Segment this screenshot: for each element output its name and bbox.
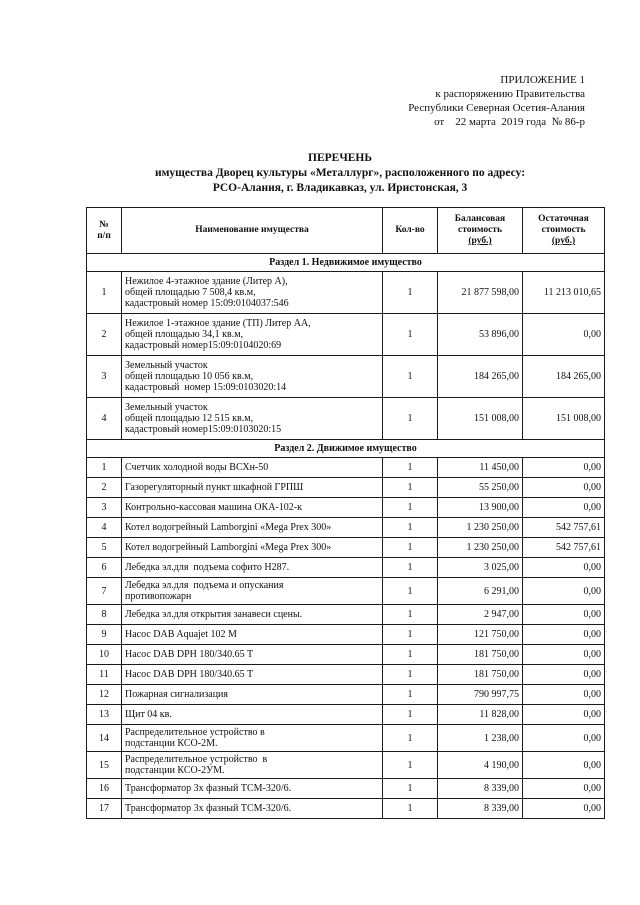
- header-text: стоимость: [458, 225, 502, 235]
- row-name-line: Пожарная сигнализация: [125, 689, 229, 700]
- row-name-line: Трансформатор 3х фазный ТСМ-320/6.: [125, 803, 292, 814]
- table-row: [87, 478, 605, 498]
- row-number: 6: [87, 558, 122, 578]
- row-residual-value: 0,00: [523, 458, 605, 478]
- row-name: [122, 478, 383, 498]
- row-name-line: противопожарн: [125, 591, 192, 602]
- row-quantity: 1: [383, 625, 438, 645]
- table-row: [87, 578, 605, 605]
- section-row: [87, 254, 605, 272]
- row-name: [122, 705, 383, 725]
- row-name-line: Счетчик холодной воды ВСХн-50: [125, 462, 269, 473]
- row-number: 10: [87, 645, 122, 665]
- row-name: [122, 498, 383, 518]
- row-name-line: Лебедка эл.для подъема и опускания: [125, 580, 284, 591]
- table-row: [87, 558, 605, 578]
- header-qty: Кол-во: [383, 208, 438, 254]
- row-name: [122, 752, 383, 779]
- row-number: 1: [87, 272, 122, 314]
- table-row: [87, 665, 605, 685]
- row-name-line: Котел водогрейный Lamborgini «Mega Prex 300»: [125, 542, 332, 553]
- row-balance-value: 3 025,00: [438, 558, 523, 578]
- row-name-line: Распределительное устройство в: [125, 754, 268, 765]
- row-balance-value: 6 291,00: [438, 578, 523, 605]
- table-row: [87, 518, 605, 538]
- row-name: [122, 398, 383, 440]
- row-name-line: Щит 04 кв.: [125, 709, 172, 720]
- row-name-line: Газорегуляторный пункт шкафной ГРПШ: [125, 482, 304, 493]
- row-name-line: общей площадью 12 515 кв.м,: [125, 413, 254, 424]
- table-row: [87, 605, 605, 625]
- row-balance-value: 1 238,00: [438, 725, 523, 752]
- row-name: [122, 558, 383, 578]
- row-number: 3: [87, 498, 122, 518]
- row-quantity: 1: [383, 498, 438, 518]
- row-name-line: подстанции КСО-2М.: [125, 738, 218, 749]
- row-residual-value: 0,00: [523, 605, 605, 625]
- row-quantity: 1: [383, 458, 438, 478]
- row-number: 11: [87, 665, 122, 685]
- row-name-line: кадастровый номер15:09:0104020:69: [125, 340, 282, 351]
- row-name-line: Земельный участок: [125, 360, 208, 371]
- row-residual-value: 0,00: [523, 779, 605, 799]
- row-quantity: 1: [383, 725, 438, 752]
- row-name: [122, 779, 383, 799]
- row-balance-value: 4 190,00: [438, 752, 523, 779]
- row-name: [122, 665, 383, 685]
- row-quantity: 1: [383, 605, 438, 625]
- row-residual-value: 0,00: [523, 558, 605, 578]
- table-row: [87, 799, 605, 819]
- table-row: [87, 685, 605, 705]
- document-address: РСО-Алания, г. Владикавказ, ул. Иристонская, 3: [212, 182, 468, 194]
- row-quantity: 1: [383, 356, 438, 398]
- property-table: [86, 207, 605, 819]
- row-name-line: Насос DAB Aquajet 102 M: [125, 629, 237, 640]
- row-number: 15: [87, 752, 122, 779]
- row-name: [122, 625, 383, 645]
- row-name: [122, 314, 383, 356]
- row-name-line: общей площадью 10 056 кв.м,: [125, 371, 254, 382]
- row-balance-value: 8 339,00: [438, 779, 523, 799]
- row-name-line: общей площадью 34,1 кв.м,: [125, 329, 244, 340]
- row-number: 2: [87, 478, 122, 498]
- table-row: [87, 458, 605, 478]
- row-quantity: 1: [383, 518, 438, 538]
- row-name-line: кадастровый номер 15:09:0104037:546: [125, 298, 289, 309]
- row-balance-value: 121 750,00: [438, 625, 523, 645]
- row-residual-value: 0,00: [523, 625, 605, 645]
- appendix-date: от 22 марта 2019 года № 86-р: [434, 116, 585, 128]
- document-heading: [60, 151, 620, 196]
- row-quantity: 1: [383, 645, 438, 665]
- row-quantity: 1: [383, 752, 438, 779]
- row-residual-value: 0,00: [523, 498, 605, 518]
- row-name-line: Котел водогрейный Lamborgini «Mega Prex 300»: [125, 522, 332, 533]
- row-balance-value: 8 339,00: [438, 799, 523, 819]
- row-name-line: Насос DAB DPH 180/340.65 T: [125, 669, 254, 680]
- row-number: 4: [87, 518, 122, 538]
- table-row: [87, 398, 605, 440]
- row-quantity: 1: [383, 314, 438, 356]
- row-number: 17: [87, 799, 122, 819]
- row-balance-value: 55 250,00: [438, 478, 523, 498]
- row-balance-value: 1 230 250,00: [438, 518, 523, 538]
- header-text: Балансовая: [454, 214, 506, 224]
- section-title: Раздел 2. Движимое имущество: [87, 440, 605, 458]
- row-residual-value: 0,00: [523, 578, 605, 605]
- row-name-line: Насос DAB DPH 180/340.65 T: [125, 649, 254, 660]
- table-header-row: [87, 208, 605, 254]
- header-text: п/п: [97, 230, 111, 241]
- row-number: 8: [87, 605, 122, 625]
- row-number: 7: [87, 578, 122, 605]
- row-residual-value: 0,00: [523, 478, 605, 498]
- row-number: 13: [87, 705, 122, 725]
- row-quantity: 1: [383, 799, 438, 819]
- row-name-line: Нежилое 1-этажное здание (ТП) Литер АА,: [125, 318, 311, 329]
- row-quantity: 1: [383, 578, 438, 605]
- table-row: [87, 498, 605, 518]
- appendix-block: [340, 73, 585, 129]
- row-name: [122, 799, 383, 819]
- row-residual-value: 151 008,00: [523, 398, 605, 440]
- row-number: 3: [87, 356, 122, 398]
- header-residual: [523, 208, 605, 254]
- row-name-line: Лебедка эл.для открытия занавеси сцены.: [125, 609, 303, 620]
- document-title: ПЕРЕЧЕНЬ: [308, 152, 372, 164]
- row-name-line: подстанции КСО-2УМ.: [125, 765, 225, 776]
- row-number: 12: [87, 685, 122, 705]
- table-row: [87, 752, 605, 779]
- header-text: Остаточная: [538, 214, 589, 224]
- table-row: [87, 779, 605, 799]
- table-row: [87, 272, 605, 314]
- header-balance: [438, 208, 523, 254]
- row-name-line: кадастровый номер15:09:0103020:15: [125, 424, 282, 435]
- row-residual-value: 0,00: [523, 685, 605, 705]
- table-row: [87, 314, 605, 356]
- row-quantity: 1: [383, 779, 438, 799]
- row-name-line: Нежилое 4-этажное здание (Литер А),: [125, 276, 288, 287]
- row-balance-value: 2 947,00: [438, 605, 523, 625]
- section-title: Раздел 1. Недвижимое имущество: [87, 254, 605, 272]
- row-quantity: 1: [383, 558, 438, 578]
- row-name-line: Трансформатор 3х фазный ТСМ-320/6.: [125, 783, 292, 794]
- appendix-title: ПРИЛОЖЕНИЕ 1: [500, 74, 585, 86]
- row-residual-value: 0,00: [523, 799, 605, 819]
- table-row: [87, 538, 605, 558]
- header-text: стоимость: [541, 225, 586, 235]
- row-balance-value: 53 896,00: [438, 314, 523, 356]
- row-number: 5: [87, 538, 122, 558]
- table-row: [87, 625, 605, 645]
- row-name: [122, 578, 383, 605]
- row-quantity: 1: [383, 272, 438, 314]
- header-name: Наименование имущества: [122, 208, 383, 254]
- document-subtitle: имущества Дворец культуры «Металлург», расположенного по адресу:: [154, 167, 526, 179]
- row-balance-value: 21 877 598,00: [438, 272, 523, 314]
- row-residual-value: 542 757,61: [523, 518, 605, 538]
- row-name-line: Земельный участок: [125, 402, 208, 413]
- row-quantity: 1: [383, 665, 438, 685]
- row-quantity: 1: [383, 705, 438, 725]
- row-balance-value: 151 008,00: [438, 398, 523, 440]
- row-name: [122, 272, 383, 314]
- row-residual-value: 542 757,61: [523, 538, 605, 558]
- row-balance-value: 181 750,00: [438, 645, 523, 665]
- row-name: [122, 458, 383, 478]
- section-row: [87, 440, 605, 458]
- row-balance-value: 790 997,75: [438, 685, 523, 705]
- row-balance-value: 11 828,00: [438, 705, 523, 725]
- row-quantity: 1: [383, 685, 438, 705]
- appendix-line: Республики Северная Осетия-Алания: [408, 102, 585, 114]
- row-name: [122, 685, 383, 705]
- row-balance-value: 181 750,00: [438, 665, 523, 685]
- row-name: [122, 645, 383, 665]
- row-number: 9: [87, 625, 122, 645]
- row-number: 14: [87, 725, 122, 752]
- row-name: [122, 356, 383, 398]
- row-residual-value: 11 213 010,65: [523, 272, 605, 314]
- row-name: [122, 518, 383, 538]
- header-text: (руб.): [468, 236, 492, 246]
- row-name: [122, 538, 383, 558]
- row-name-line: Распределительное устройство в: [125, 727, 265, 738]
- row-residual-value: 0,00: [523, 752, 605, 779]
- row-number: 2: [87, 314, 122, 356]
- row-name: [122, 605, 383, 625]
- table-row: [87, 725, 605, 752]
- header-number: [87, 208, 122, 254]
- row-balance-value: 1 230 250,00: [438, 538, 523, 558]
- row-balance-value: 11 450,00: [438, 458, 523, 478]
- row-number: 4: [87, 398, 122, 440]
- row-name-line: Лебедка эл.для подъема софито Н287.: [125, 562, 290, 573]
- table-row: [87, 705, 605, 725]
- appendix-line: к распоряжению Правительства: [435, 88, 585, 100]
- row-quantity: 1: [383, 478, 438, 498]
- header-text: №: [99, 219, 109, 230]
- row-balance-value: 13 900,00: [438, 498, 523, 518]
- row-residual-value: 0,00: [523, 725, 605, 752]
- table-row: [87, 645, 605, 665]
- row-number: 1: [87, 458, 122, 478]
- header-text: (руб.): [551, 236, 576, 246]
- row-residual-value: 0,00: [523, 705, 605, 725]
- row-residual-value: 184 265,00: [523, 356, 605, 398]
- row-balance-value: 184 265,00: [438, 356, 523, 398]
- row-name: [122, 725, 383, 752]
- row-quantity: 1: [383, 538, 438, 558]
- row-number: 16: [87, 779, 122, 799]
- row-residual-value: 0,00: [523, 645, 605, 665]
- row-residual-value: 0,00: [523, 665, 605, 685]
- row-name-line: общей площадью 7 508,4 кв.м,: [125, 287, 256, 298]
- row-residual-value: 0,00: [523, 314, 605, 356]
- table-row: [87, 356, 605, 398]
- row-quantity: 1: [383, 398, 438, 440]
- row-name-line: Контрольно-кассовая машина ОКА-102-к: [125, 502, 302, 513]
- row-name-line: кадастровый номер 15:09:0103020:14: [125, 382, 287, 393]
